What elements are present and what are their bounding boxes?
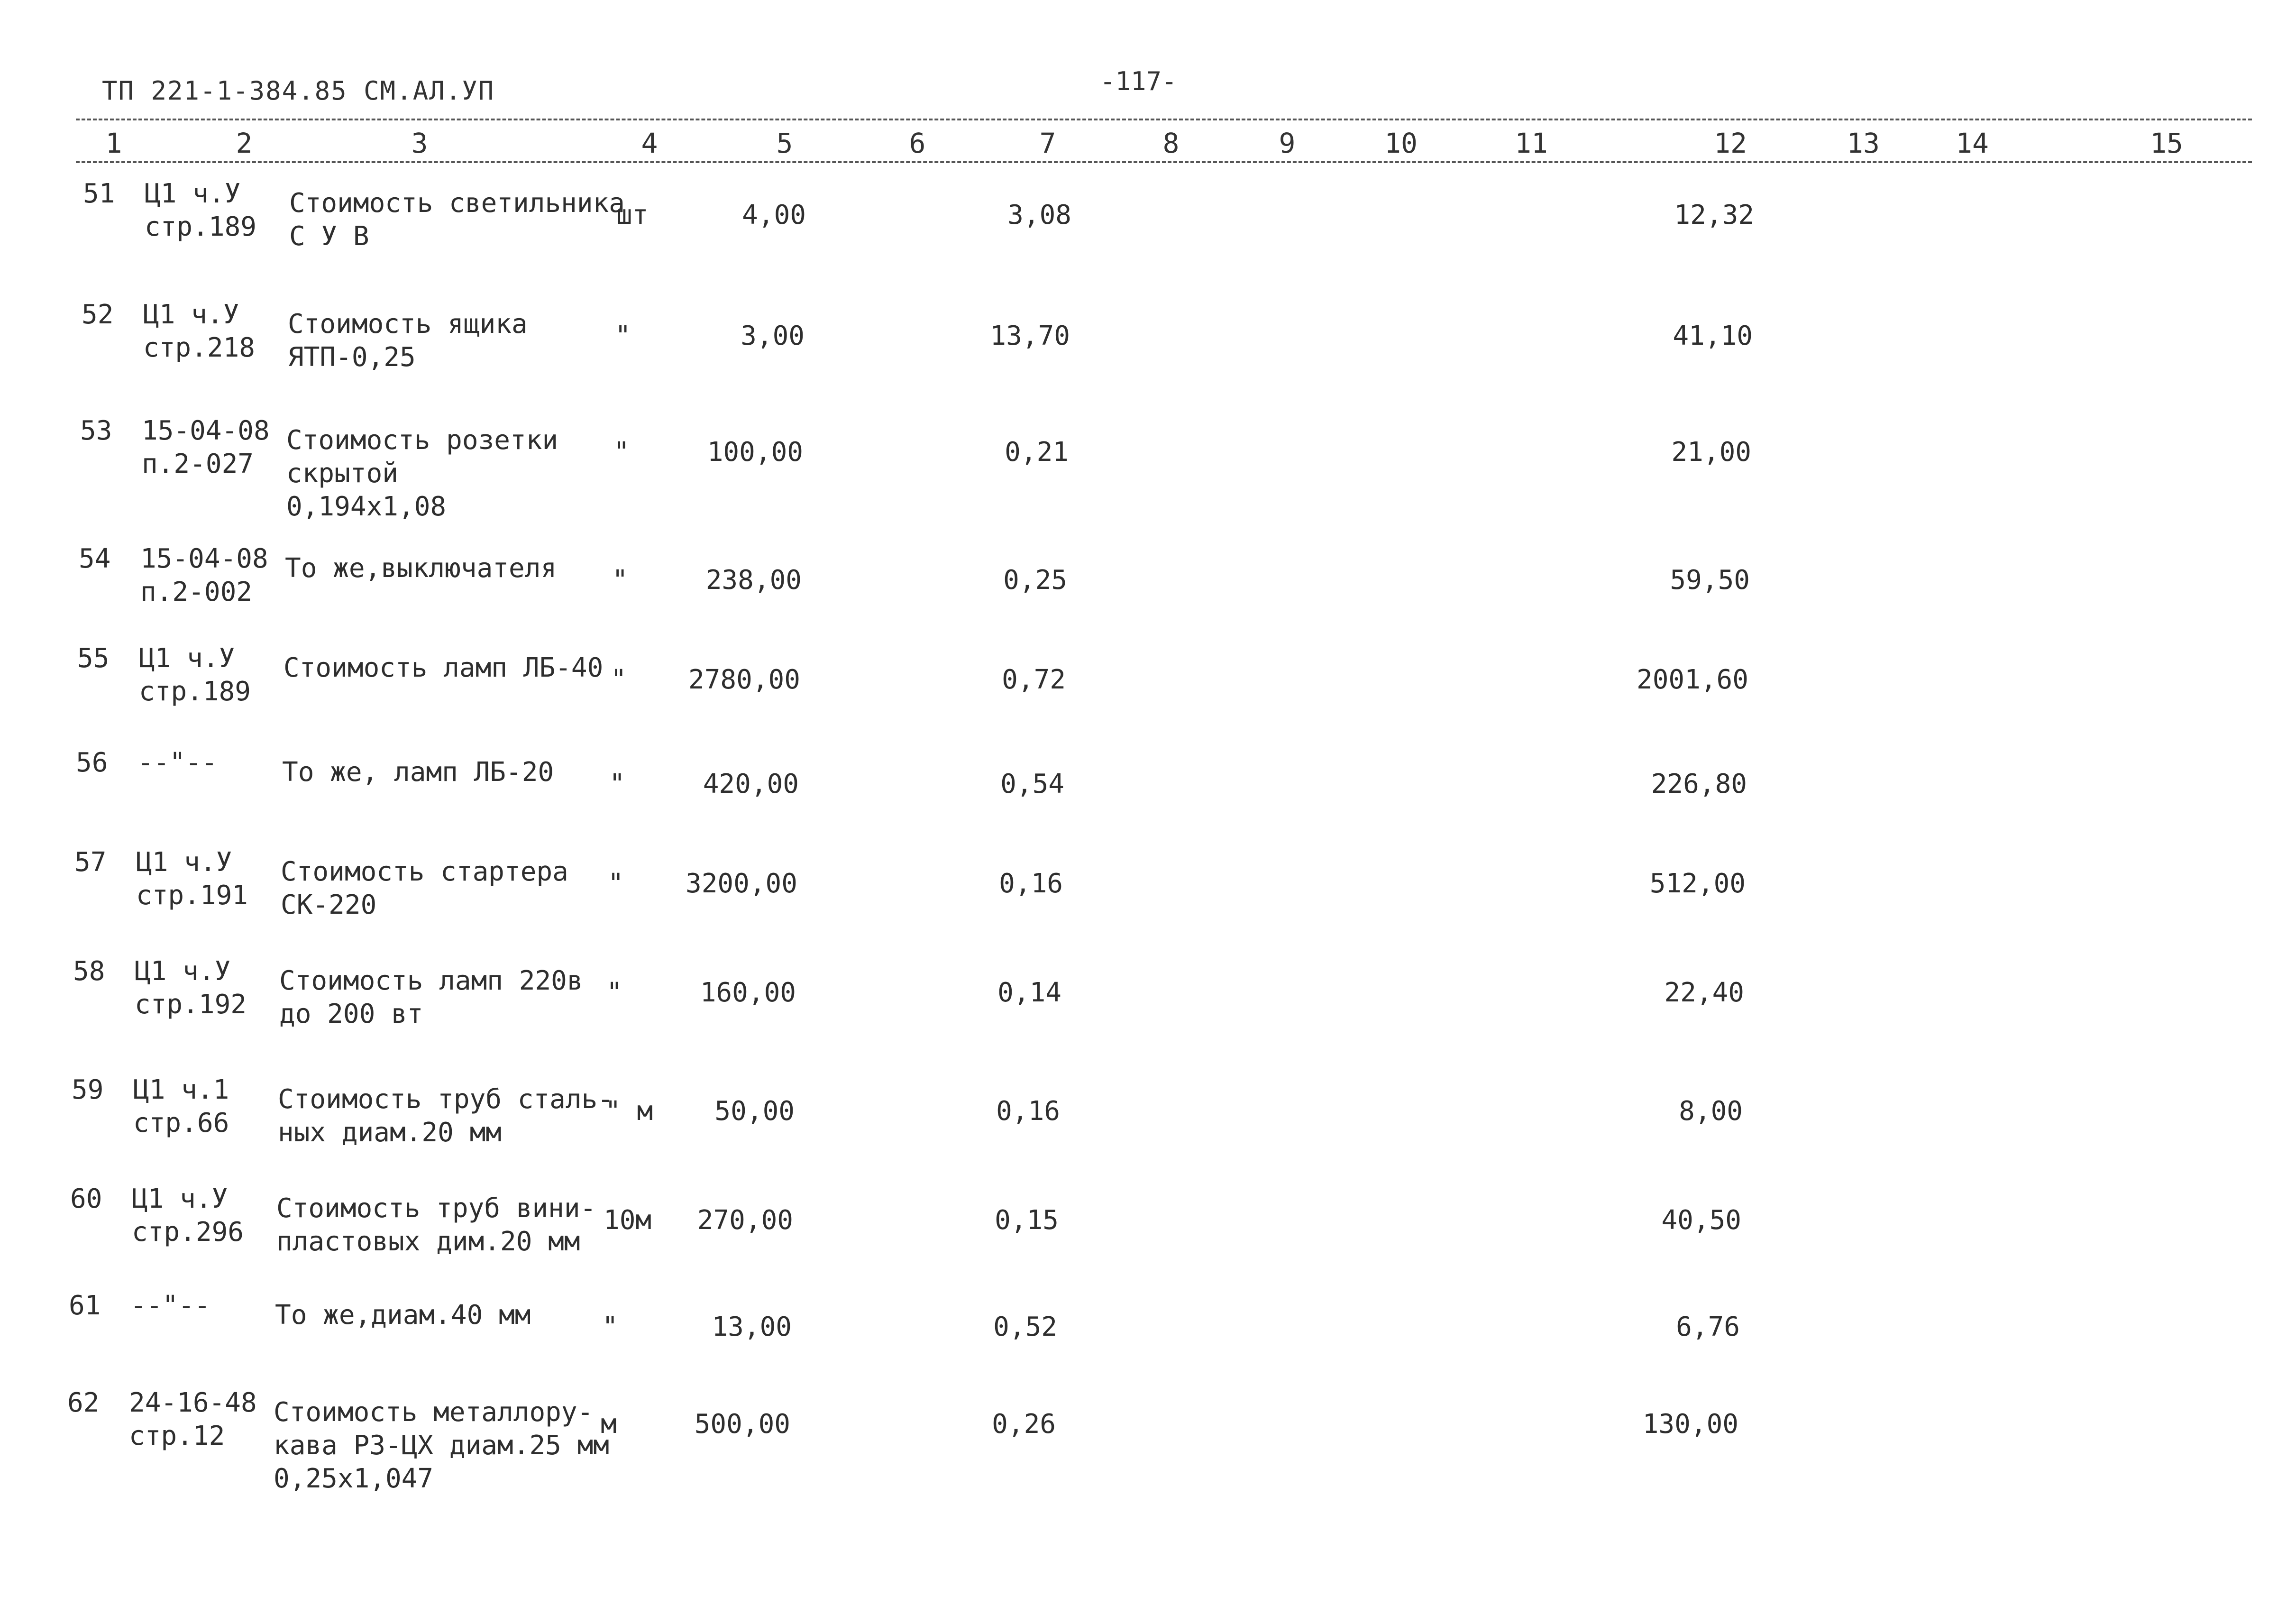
row-unit-price: 0,26 (992, 1409, 1056, 1440)
column-header-15: 15 (2150, 127, 2183, 159)
row-description: То же, ламп ЛБ-20 (282, 757, 554, 788)
row-number: 58 (73, 956, 105, 987)
row-total: 22,40 (1664, 977, 1744, 1008)
row-description: СК-220 (281, 890, 377, 920)
row-quantity: 2780,00 (688, 664, 800, 695)
row-quantity: 13,00 (712, 1312, 792, 1342)
row-total: 6,76 (1676, 1312, 1740, 1342)
row-unit-price: 0,54 (1000, 769, 1064, 799)
row-description: Стоимость ламп 220в (279, 965, 583, 996)
row-number: 59 (72, 1074, 104, 1105)
row-description: То же,диам.40 мм (275, 1300, 531, 1330)
row-description: 0,194х1,08 (286, 491, 447, 522)
row-description: скрытой (286, 458, 399, 489)
column-header-7: 7 (1039, 127, 1056, 159)
row-description: ных диам.20 мм (278, 1117, 502, 1148)
row-reference: Ц1 ч.У (145, 178, 241, 209)
row-unit: шт (616, 200, 649, 230)
row-description: Стоимость светильника (289, 188, 625, 219)
row-number: 55 (77, 643, 110, 674)
row-reference: Ц1 ч.У (132, 1184, 228, 1214)
row-quantity: 3200,00 (685, 868, 797, 899)
row-total: 59,50 (1670, 565, 1750, 596)
column-header-8: 8 (1162, 127, 1180, 159)
row-description: Стоимость ламп ЛБ-40 (284, 652, 604, 683)
column-header-9: 9 (1279, 127, 1296, 159)
row-reference: п.2-027 (142, 449, 254, 479)
row-reference: стр.192 (135, 989, 247, 1020)
row-unit-price: 0,21 (1005, 437, 1069, 468)
column-header-10: 10 (1384, 127, 1418, 159)
row-reference: стр.296 (132, 1217, 244, 1248)
row-reference: стр.218 (143, 332, 256, 363)
row-description: Стоимость металлору- (274, 1397, 594, 1428)
row-total: 21,00 (1671, 437, 1751, 468)
column-header-11: 11 (1515, 127, 1548, 159)
row-description: до 200 вт (279, 999, 423, 1029)
row-reference: Ц1 ч.У (143, 299, 239, 330)
row-description: Стоимость стартера (281, 856, 568, 887)
row-description: 0,25х1,047 (274, 1463, 434, 1494)
row-description: Стоимость труб сталь- (278, 1084, 614, 1115)
row-description: То же,выключателя (285, 553, 557, 584)
column-header-14: 14 (1956, 127, 1989, 159)
row-reference: --"-- (130, 1290, 210, 1321)
row-description: ЯТП-0,25 (288, 342, 416, 373)
row-quantity: 500,00 (694, 1409, 790, 1440)
row-description: кава РЗ-ЦХ диам.25 мм (274, 1430, 610, 1461)
column-header-5: 5 (776, 127, 793, 159)
row-description: Стоимость ящика (288, 309, 528, 339)
row-description: Стоимость розетки (286, 425, 558, 456)
row-unit: " (608, 868, 624, 899)
row-unit-price: 0,15 (995, 1205, 1059, 1236)
row-quantity: 270,00 (697, 1205, 793, 1236)
column-header-12: 12 (1714, 127, 1747, 159)
row-number: 51 (83, 178, 115, 209)
row-unit: " (612, 565, 628, 596)
row-total: 226,80 (1651, 769, 1747, 799)
row-unit-price: 0,14 (997, 977, 1061, 1008)
row-reference: 24-16-48 (129, 1387, 257, 1418)
row-unit: " (615, 321, 631, 351)
row-number: 54 (79, 543, 111, 574)
header-rule-bottom (76, 161, 2252, 163)
row-unit-price: 0,16 (996, 1096, 1060, 1127)
row-description: пластовых дим.20 мм (276, 1226, 580, 1257)
row-number: 62 (67, 1387, 100, 1418)
row-unit: " (611, 664, 627, 695)
row-total: 512,00 (1649, 868, 1746, 899)
row-quantity: 4,00 (742, 200, 806, 230)
row-reference: Ц1 ч.У (136, 847, 232, 878)
column-header-6: 6 (909, 127, 926, 159)
column-header-4: 4 (641, 127, 658, 159)
row-quantity: 420,00 (703, 769, 799, 799)
row-quantity: 238,00 (705, 565, 802, 596)
row-description: Стоимость труб вини- (276, 1193, 596, 1224)
row-reference: Ц1 ч.У (139, 643, 235, 674)
row-quantity: 160,00 (700, 977, 796, 1008)
row-unit-price: 0,25 (1003, 565, 1067, 596)
row-reference: п.2-002 (140, 577, 253, 607)
header-rule-top (76, 119, 2252, 120)
row-reference: Ц1 ч.У (135, 956, 231, 987)
row-unit: " (609, 769, 625, 799)
row-total: 40,50 (1661, 1205, 1741, 1236)
row-total: 130,00 (1642, 1409, 1738, 1440)
row-unit-price: 0,52 (993, 1312, 1057, 1342)
row-unit: м (601, 1409, 617, 1440)
row-unit: 10м (604, 1205, 652, 1236)
row-reference: стр.189 (145, 211, 257, 242)
row-quantity: 50,00 (714, 1096, 795, 1127)
document-code: ТП 221-1-384.85 СМ.АЛ.УП (102, 76, 495, 106)
row-total: 12,32 (1674, 200, 1754, 230)
row-reference: стр.12 (129, 1421, 225, 1451)
row-unit-price: 13,70 (990, 321, 1070, 351)
row-total: 8,00 (1679, 1096, 1743, 1127)
row-reference: --"-- (137, 747, 218, 778)
row-number: 53 (80, 415, 112, 446)
row-unit: " (606, 977, 622, 1008)
row-quantity: 3,00 (741, 321, 805, 351)
row-reference: Ц1 ч.1 (133, 1074, 229, 1105)
column-header-1: 1 (105, 127, 122, 159)
column-header-3: 3 (411, 127, 428, 159)
row-total: 41,10 (1673, 321, 1753, 351)
row-number: 57 (74, 847, 107, 878)
row-reference: стр.66 (133, 1108, 229, 1138)
row-total: 2001,60 (1636, 664, 1748, 695)
row-number: 61 (69, 1290, 101, 1321)
row-unit-price: 0,72 (1002, 664, 1066, 695)
row-description: С У В (289, 221, 369, 252)
row-unit: " (613, 437, 630, 468)
row-number: 52 (82, 299, 114, 330)
row-number: 56 (76, 747, 108, 778)
page-number: -117- (1100, 66, 1177, 96)
row-unit: " м (605, 1096, 653, 1127)
column-header-13: 13 (1847, 127, 1880, 159)
column-header-2: 2 (236, 127, 253, 159)
row-number: 60 (70, 1184, 102, 1214)
row-reference: 15-04-08 (140, 543, 268, 574)
row-unit: " (602, 1312, 618, 1342)
row-reference: стр.191 (136, 880, 248, 911)
row-reference: стр.189 (139, 676, 251, 707)
row-unit-price: 0,16 (999, 868, 1063, 899)
row-quantity: 100,00 (707, 437, 803, 468)
row-reference: 15-04-08 (142, 415, 270, 446)
row-unit-price: 3,08 (1007, 200, 1071, 230)
